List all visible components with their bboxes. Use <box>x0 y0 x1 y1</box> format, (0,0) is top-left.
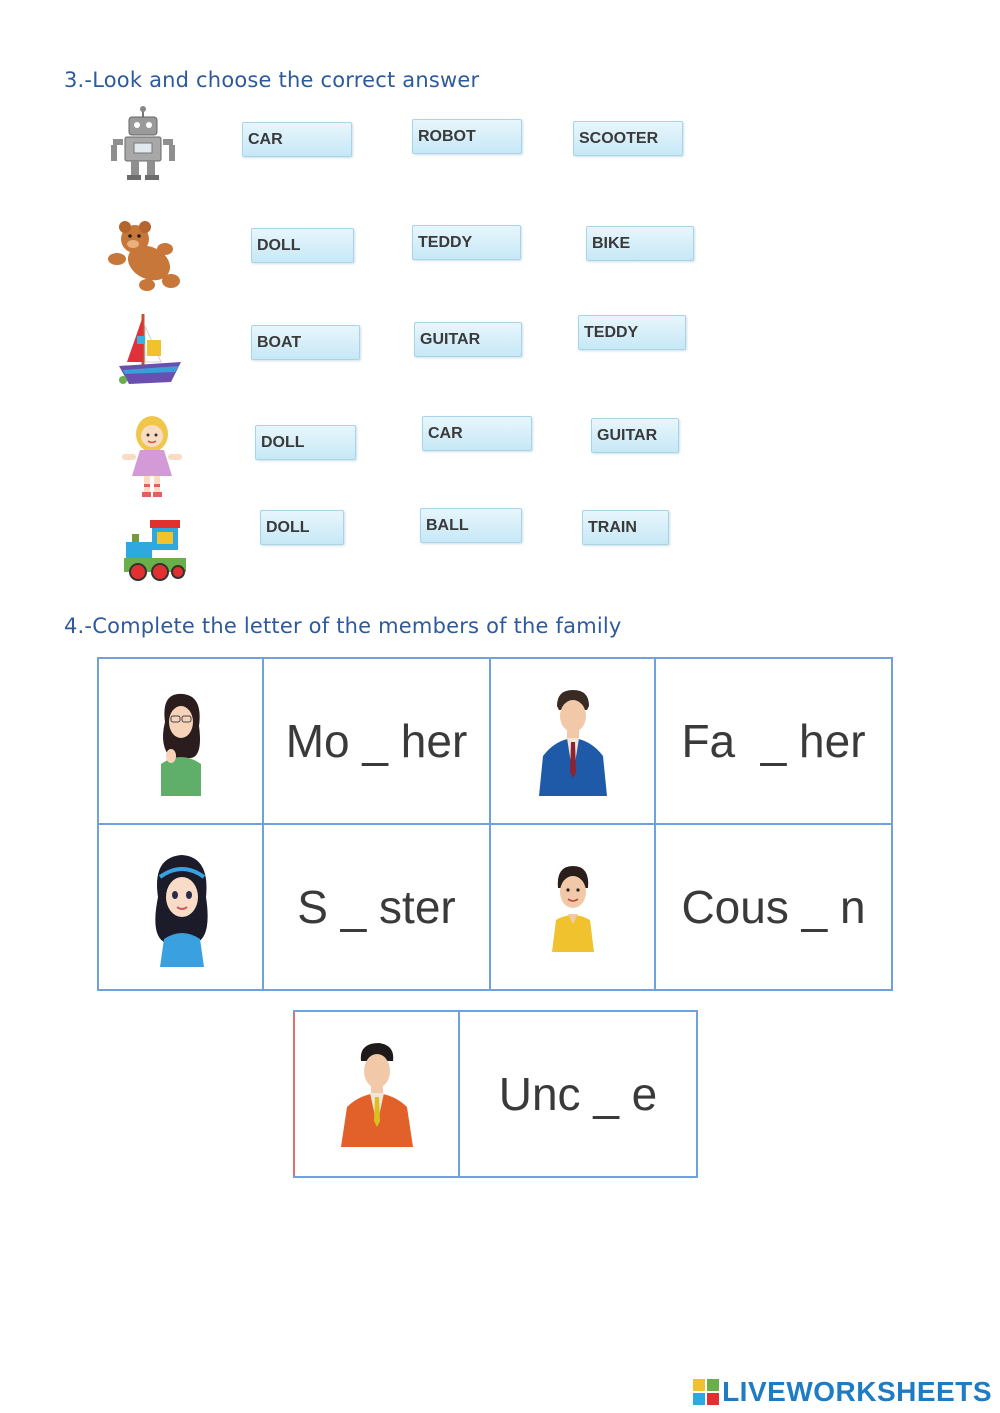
option-doll[interactable]: DOLL <box>251 228 354 263</box>
word-cell-father[interactable] <box>655 658 892 824</box>
word-uncle: Unc _ e <box>498 1068 658 1120</box>
word-cell-mother[interactable] <box>263 658 490 824</box>
word-cell-cousin[interactable] <box>655 824 892 990</box>
exercise-3-title: 3.-Look and choose the correct answer <box>64 68 480 92</box>
option-car[interactable]: CAR <box>422 416 532 451</box>
teddy-picture <box>105 215 185 295</box>
option-car[interactable]: CAR <box>242 122 352 157</box>
word-mother: Mo _ her <box>285 715 468 767</box>
word-sister: S _ ster <box>297 881 456 933</box>
option-boat[interactable]: BOAT <box>251 325 360 360</box>
doll-picture <box>112 414 192 494</box>
word-cell-uncle[interactable] <box>459 1011 697 1177</box>
option-ball[interactable]: BALL <box>420 508 522 543</box>
option-doll[interactable]: DOLL <box>255 425 356 460</box>
word-cousin: Cous _ n <box>681 881 866 933</box>
mother-picture <box>98 658 263 824</box>
option-teddy[interactable]: TEDDY <box>578 315 686 350</box>
option-doll[interactable]: DOLL <box>260 510 344 545</box>
train-picture <box>118 512 198 592</box>
word-father: Fa _ her <box>681 715 866 767</box>
sister-picture <box>98 824 263 990</box>
option-teddy[interactable]: TEDDY <box>412 225 521 260</box>
liveworksheets-logo[interactable] <box>693 1374 992 1410</box>
father-picture <box>490 658 655 824</box>
word-cell-sister[interactable] <box>263 824 490 990</box>
uncle-picture <box>294 1011 459 1177</box>
option-guitar[interactable]: GUITAR <box>414 322 522 357</box>
liveworksheets-logo-icon <box>693 1379 719 1405</box>
option-scooter[interactable]: SCOOTER <box>573 121 683 156</box>
family-table <box>97 657 893 991</box>
option-train[interactable]: TRAIN <box>582 510 669 545</box>
option-robot[interactable]: ROBOT <box>412 119 522 154</box>
exercise-4-title: 4.-Complete the letter of the members of the family <box>64 614 622 638</box>
liveworksheets-logo-text: LIVEWORKSHEETS <box>722 1376 992 1407</box>
uncle-table <box>293 1010 698 1178</box>
boat-picture <box>113 310 193 390</box>
option-guitar[interactable]: GUITAR <box>591 418 679 453</box>
option-bike[interactable]: BIKE <box>586 226 694 261</box>
robot-picture <box>103 105 183 185</box>
cousin-picture <box>490 824 655 990</box>
